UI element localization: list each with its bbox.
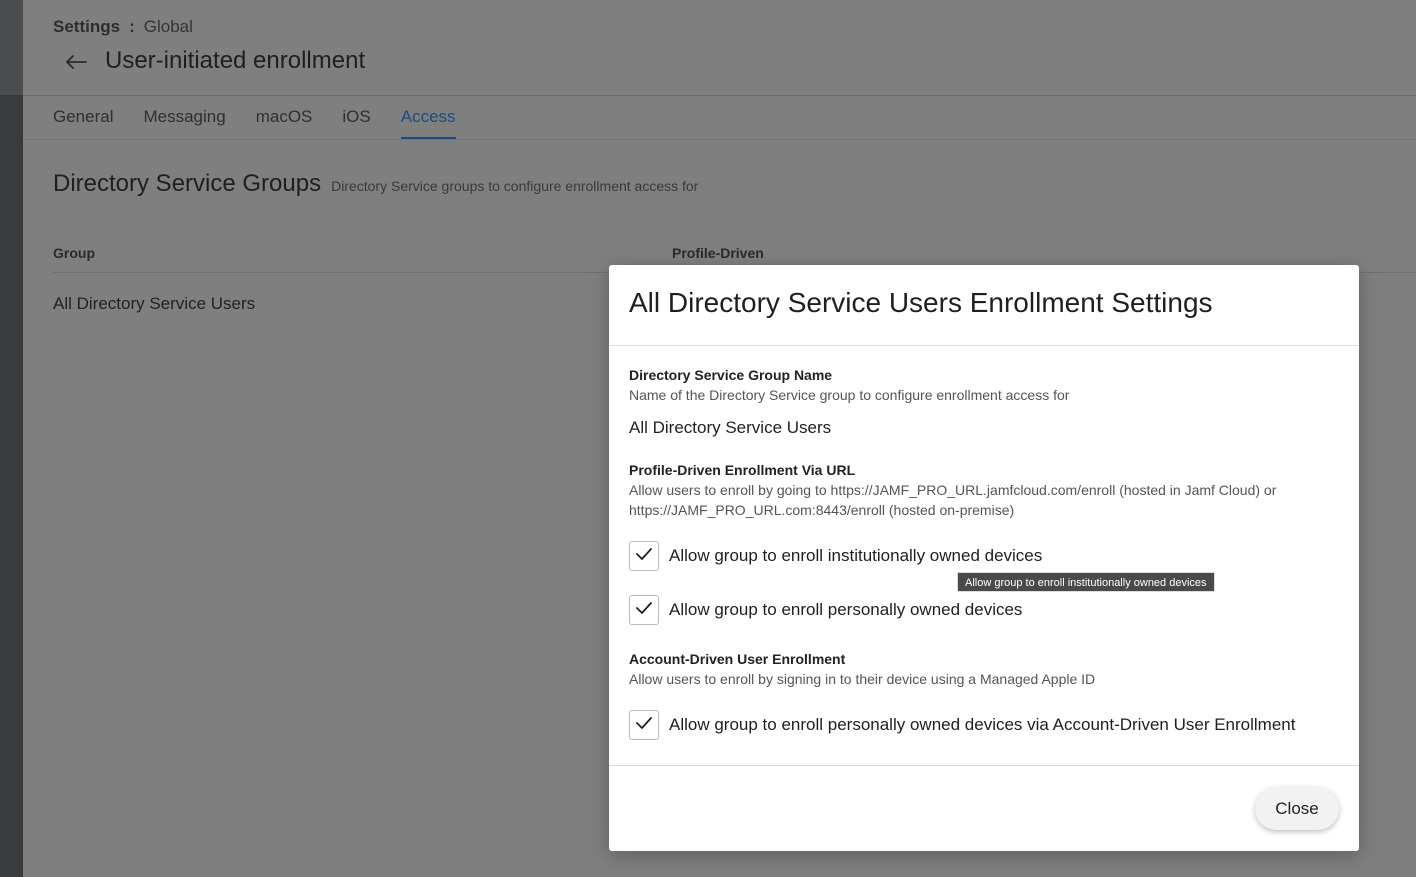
tab-messaging[interactable]: Messaging xyxy=(143,107,226,126)
tab-macos[interactable]: macOS xyxy=(255,107,313,126)
personal-devices-option[interactable] xyxy=(629,595,1022,625)
tab-general[interactable]: General xyxy=(53,107,114,126)
breadcrumb-separator: : xyxy=(129,17,135,36)
personal-devices-label[interactable]: Allow group to enroll personally owned devices xyxy=(669,600,1023,619)
table-row[interactable] xyxy=(53,294,255,314)
page-title: User-initiated enrollment xyxy=(105,47,366,74)
enrollment-settings-modal xyxy=(609,265,1359,851)
section-title: Directory Service Groups xyxy=(53,170,322,197)
group-name-description: Name of the Directory Service group to configure enrollment access for xyxy=(629,387,1070,403)
account-driven-option[interactable] xyxy=(629,710,1295,740)
close-button[interactable]: Close xyxy=(1255,787,1339,830)
checkmark-icon xyxy=(636,547,652,565)
tab-bar xyxy=(53,96,456,140)
column-header-profile-driven[interactable]: Profile-Driven xyxy=(672,245,764,261)
section-subtitle: Directory Service groups to configure enrollment access for xyxy=(331,178,699,194)
column-header-group[interactable]: Group xyxy=(53,245,95,261)
profile-driven-label: Profile-Driven Enrollment Via URL xyxy=(629,462,856,478)
modal-title: All Directory Service Users Enrollment Settings xyxy=(629,287,1213,318)
account-driven-description: Allow users to enroll by signing in to their device using a Managed Apple ID xyxy=(629,671,1096,687)
breadcrumb-root[interactable]: Settings xyxy=(53,17,121,36)
breadcrumb-current[interactable]: Global xyxy=(143,17,193,36)
institutional-devices-checkbox[interactable] xyxy=(629,541,659,571)
checkmark-icon xyxy=(636,716,652,734)
left-rail-top xyxy=(0,0,23,95)
personal-devices-checkbox[interactable] xyxy=(629,595,659,625)
group-name-value: All Directory Service Users xyxy=(629,418,832,437)
tab-ios[interactable]: iOS xyxy=(342,107,371,126)
account-driven-checkbox-label[interactable]: Allow group to enroll personally owned devices via Account-Driven User Enrollment xyxy=(669,715,1296,734)
back-arrow-icon[interactable] xyxy=(63,47,89,77)
breadcrumb xyxy=(53,17,193,37)
account-driven-checkbox[interactable] xyxy=(629,710,659,740)
section-header xyxy=(53,170,698,198)
account-driven-label: Account-Driven User Enrollment xyxy=(629,651,846,667)
modal-footer-divider xyxy=(609,765,1359,766)
group-name-label: Directory Service Group Name xyxy=(629,367,833,383)
modal-header xyxy=(609,265,1359,346)
tooltip: Allow group to enroll institutionally owned devices xyxy=(957,572,1215,592)
left-rail xyxy=(0,0,23,877)
profile-driven-description: Allow users to enroll by going to https://JAMF_PRO_URL.jamfcloud.com/enroll (hosted in Jamf Cloud) or https://JAMF_PRO_URL.com:8443/enroll (hosted on-premise) xyxy=(629,482,1277,518)
institutional-devices-option[interactable] xyxy=(629,541,1042,571)
institutional-devices-label[interactable]: Allow group to enroll institutionally owned devices xyxy=(669,546,1043,565)
table-cell-group[interactable]: All Directory Service Users xyxy=(53,294,256,313)
page-header xyxy=(23,0,1416,96)
checkmark-icon xyxy=(636,601,652,619)
tab-divider xyxy=(23,139,1416,140)
tab-access[interactable]: Access xyxy=(401,96,456,140)
